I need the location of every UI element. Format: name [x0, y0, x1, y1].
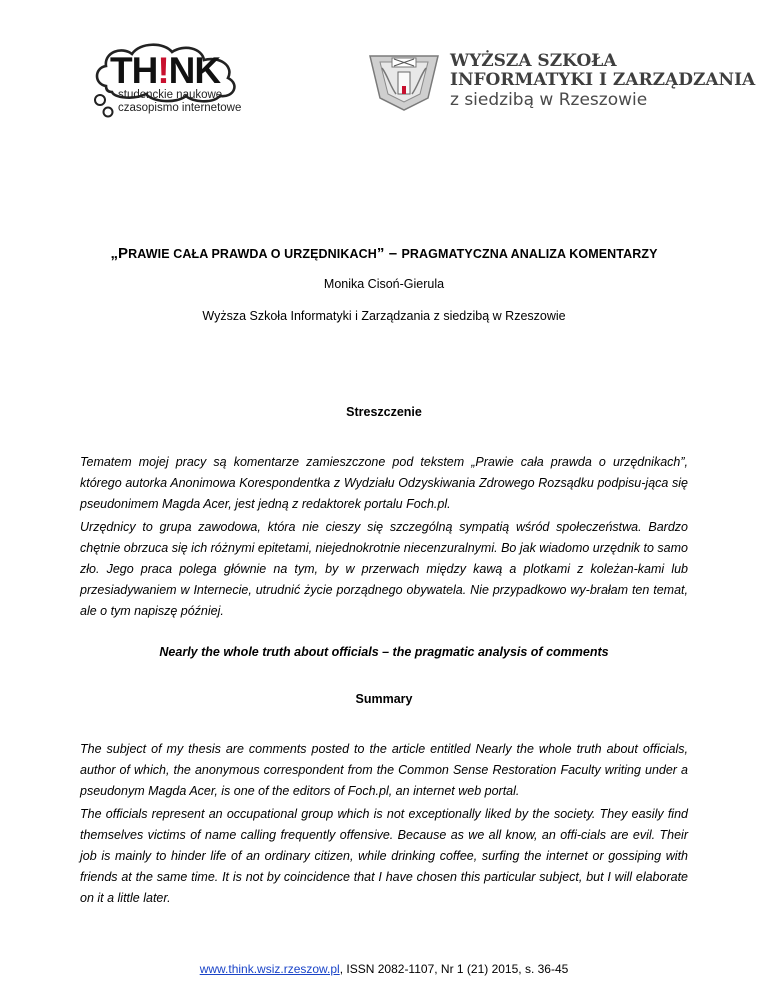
summary-paragraph-2: The officials represent an occupational group which is not exceptionally liked by the society. They easily find themselves victims of name calling frequently offensive. Because as we all know, an offi-cials are evil. Their job is mainly to hinder life of an ordinary citizen, while drinking coffee, surfing the internet or gossiping with friends at the same time. It is not by coincidence that I have chosen this particular subject, but I will elaborate on it a little later. [80, 807, 688, 905]
author-affiliation: Wyższa Szkoła Informatyki i Zarządzania z siedzibą w Rzeszowie [202, 309, 566, 323]
think-wordmark: TH!NK [110, 50, 221, 91]
title-quote-close: ” – [376, 245, 402, 262]
summary-heading: Summary [355, 692, 413, 706]
title-quote-open: „P [110, 245, 129, 262]
think-subtitle-2: czasopismo internetowe [118, 102, 242, 114]
paper-title [0, 245, 768, 262]
wsiz-line-1: WYŻSZA SZKOŁA [450, 51, 617, 71]
title-part-1: RAWIE CAŁA PRAWDA O URZĘDNIKACH [128, 247, 377, 261]
think-logo [88, 40, 288, 124]
abstract-pl-paragraph-1: Tematem mojej pracy są komentarze zamieszczone pod tekstem „Prawie cała prawda o urzędnikach”, którego autorka Anonimowa Korespondentka z Wydziału Odzyskiwania Zdrowego Rozsądku podpisu-jąca się pseudonimem Magda Acer, jest jedną z redaktorek portalu Foch.pl. [80, 455, 688, 511]
title-part-2: PRAGMATYCZNA ANALIZA KOMENTARZY [401, 247, 658, 261]
page-footer [0, 962, 768, 976]
abstract-pl-heading: Streszczenie [346, 405, 422, 419]
wsiz-line-2: INFORMATYKI I ZARZĄDZANIA [450, 70, 756, 90]
wsiz-emblem-icon [368, 54, 440, 112]
author-name: Monika Cisoń-Gierula [323, 277, 445, 291]
english-title: Nearly the whole truth about officials – the pragmatic analysis of comments [159, 645, 609, 659]
summary-paragraph-1: The subject of my thesis are comments posted to the article entitled Nearly the whole truth about officials, author of which, the anonymous correspondent from the Common Sense Restoration Faculty writing under a pseudonym Magda Acer, is one of the editors of Foch.pl, an internet web portal. [80, 742, 688, 798]
abstract-pl-paragraph-2: Urzędnicy to grupa zawodowa, która nie cieszy się szczególną sympatią wśród społeczeństwa. Bardzo chętnie obrzuca się ich różnymi epitetami, niejednokrotnie niecenzuralnymi. Bo jak wiadomo urzędnik to samo zło. Jego praca polega głównie na tym, by w przerwach między kawą a plotkami z koleżan-kami lub przesiadywaniem w Internecie, utrudnić życie porządnego obywatela. Nie przypadkowo wy-brałam ten temat, ale o tym napiszę później. [80, 520, 688, 618]
journal-link[interactable]: www.think.wsiz.rzeszow.pl [199, 962, 340, 976]
wsiz-line-3: z siedzibą w Rzeszowie [450, 90, 648, 110]
footer-citation: , ISSN 2082-1107, Nr 1 (21) 2015, s. 36-45 [339, 962, 569, 976]
think-subtitle-1: studenckie naukowe [118, 89, 223, 101]
wsiz-logo-text [450, 52, 755, 111]
